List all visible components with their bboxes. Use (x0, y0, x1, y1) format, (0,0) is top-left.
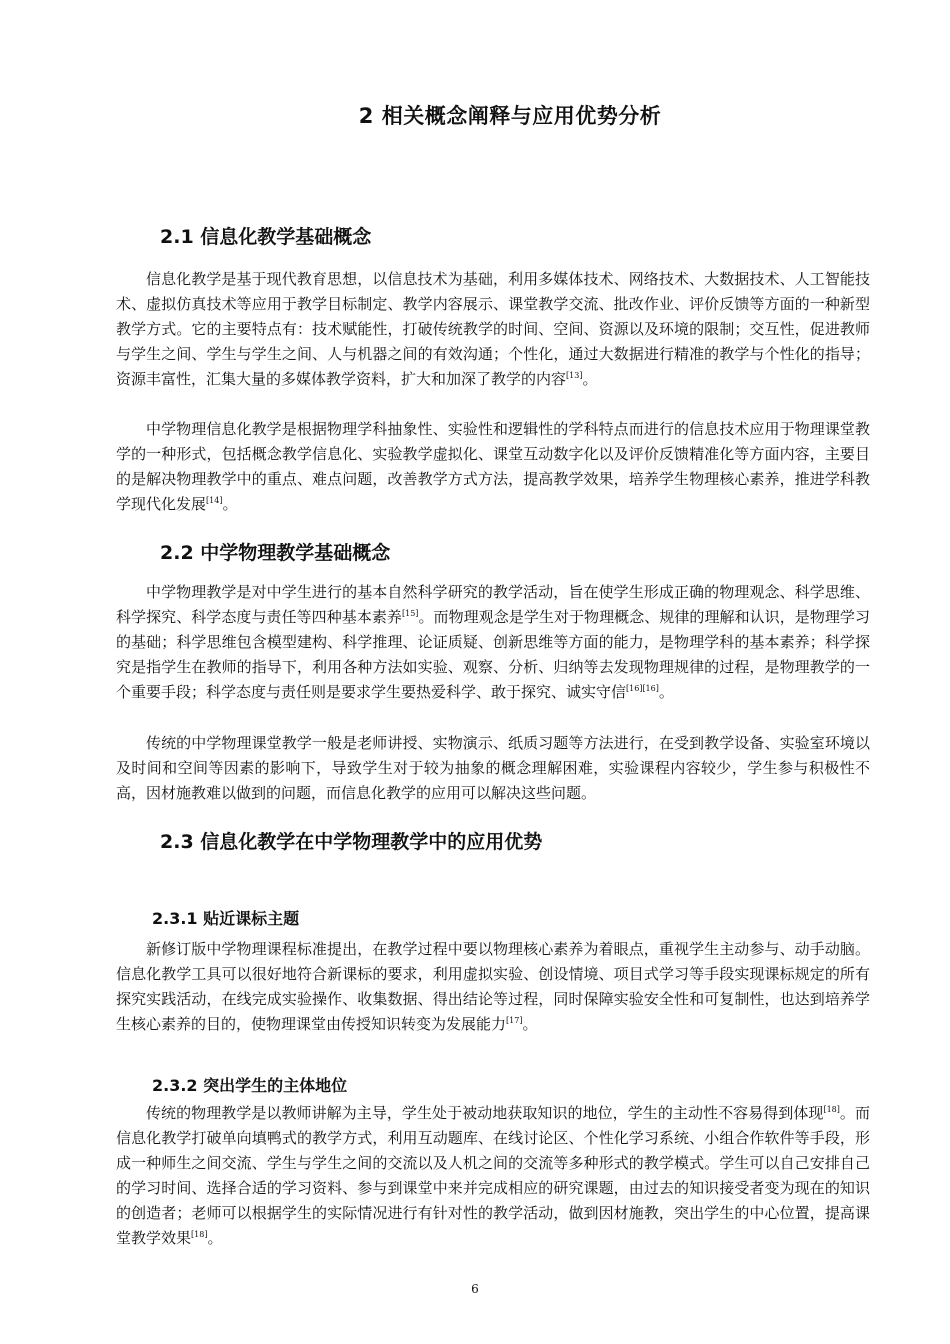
section-heading-2-2: 2.2 中学物理教学基础概念 (160, 542, 391, 564)
citation: [14] (206, 496, 223, 505)
subsection-heading-2-3-1: 2.3.1 贴近课标主题 (152, 909, 300, 928)
subsection-heading-2-3-2: 2.3.2 突出学生的主体地位 (152, 1076, 348, 1095)
citation: [17] (506, 1016, 523, 1025)
paragraph-2-3-1: 新修订版中学物理课程标准提出，在教学过程中要以物理核心素养为着眼点，重视学生主动参与、动手动脑。信息化教学工具可以很好地符合新课标的要求，利用虚拟实验、创设情境、项目式学习等手段实现课标规定的所有探究实践活动，在线完成实验操作、收集数据、得出结论等过程，同时保障实验安全性和可复制性，也达到培养学生核心素养的目的，使物理课堂由传授知识转变为发展能力[17]。 (116, 940, 870, 1033)
page-number: 6 (471, 1282, 479, 1296)
citation: [16][16] (626, 684, 659, 693)
citation: [18] (191, 1230, 208, 1239)
paragraph-2-1-1: 信息化教学是基于现代教育思想，以信息技术为基础，利用多媒体技术、网络技术、大数据技术、人工智能技术、虚拟仿真技术等应用于教学目标制定、教学内容展示、课堂教学交流、批改作业、评价反馈等方面的一种新型教学方式。它的主要特点有：技术赋能性，打破传统教学的时间、空间、资源以及环境的限制；交互性，促进教师与学生之间、学生与学生之间、人与机器之间的有效沟通；个性化，通过大数据进行精准的教学与个性化的指导；资源丰富性，汇集大量的多媒体教学资料，扩大和加深了教学的内容[13]。 (116, 270, 870, 388)
chapter-title: 2 相关概念阐释与应用优势分析 (358, 104, 662, 128)
citation: [15] (402, 609, 419, 618)
paragraph-2-2-1: 中学物理教学是对中学生进行的基本自然科学研究的教学活动，旨在使学生形成正确的物理观念、科学思维、科学探究、科学态度与责任等四种基本素养[15]。而物理观念是学生对于物理概念、规律的理解和认识，是物理学习的基础；科学思维包含模型建构、科学推理、论证质疑、创新思维等方面的能力，是物理学科的基本素养；科学探究是指学生在教师的指导下，利用各种方法如实验、观察、分析、归纳等去发现物理规律的过程，是物理教学的一个重要手段；科学态度与责任则是要求学生要热爱科学、敢于探究、诚实守信[16][16]。 (116, 583, 870, 701)
paragraph-2-1-2: 中学物理信息化教学是根据物理学科抽象性、实验性和逻辑性的学科特点而进行的信息技术应用于物理课堂教学的一种形式，包括概念教学信息化、实验教学虚拟化、课堂互动数字化以及评价反馈精准化等方面内容，主要目的是解决物理教学中的重点、难点问题，改善教学方式方法，提高教学效果，培养学生物理核心素养，推进学科教学现代化发展[14]。 (116, 420, 870, 513)
paragraph-2-2-2: 传统的中学物理课堂教学一般是老师讲授、实物演示、纸质习题等方法进行，在受到教学设备、实验室环境以及时间和空间等因素的影响下，导致学生对于较为抽象的概念理解困难，实验课程内容较少，学生参与积极性不高，因材施教难以做到的问题，而信息化教学的应用可以解决这些问题。 (116, 734, 870, 802)
paragraph-2-3-2: 传统的物理教学是以教师讲解为主导，学生处于被动地获取知识的地位，学生的主动性不容易得到体现[18]。而信息化教学打破单向填鸭式的教学方式，利用互动题库、在线讨论区、个性化学习系统、小组合作软件等手段，形成一种师生之间交流、学生与学生之间的交流以及人机之间的交流等多种形式的教学模式。学生可以自己安排自己的学习时间、选择合适的学习资料、参与到课堂中来并完成相应的研究课题，由过去的知识接受者变为现在的知识的创造者；老师可以根据学生的实际情况进行有针对性的教学活动，做到因材施教，突出学生的中心位置，提高课堂教学效果[18]。 (116, 1104, 870, 1247)
section-heading-2-3: 2.3 信息化教学在中学物理教学中的应用优势 (160, 831, 543, 853)
section-heading-2-1: 2.1 信息化教学基础概念 (160, 226, 372, 248)
citation: [13] (566, 371, 583, 380)
citation: [18] (823, 1105, 840, 1114)
